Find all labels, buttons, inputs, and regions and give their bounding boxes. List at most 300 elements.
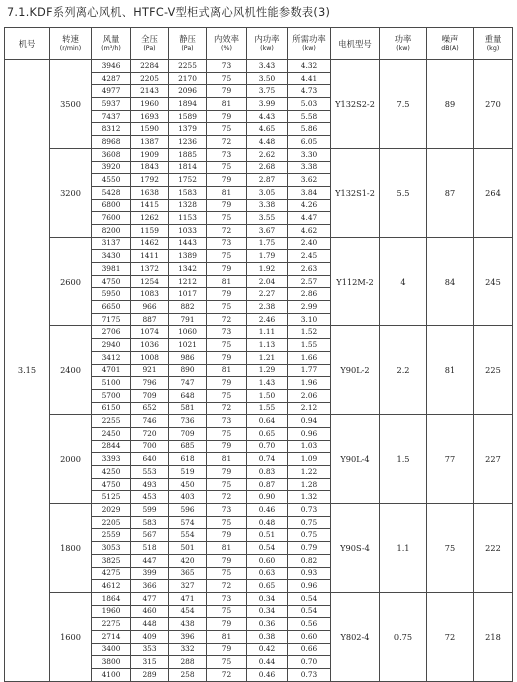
- airflow-cell: 2559: [92, 529, 131, 542]
- required-power-cell: 1.28: [288, 478, 331, 491]
- static-pressure-cell: 365: [169, 567, 207, 580]
- static-pressure-cell: 1212: [169, 275, 207, 288]
- required-power-cell: 2.06: [288, 389, 331, 402]
- col-machine-no-header: [5, 28, 50, 60]
- speed-cell: 1800: [50, 504, 92, 593]
- internal-power-cell: 3.43: [247, 60, 288, 73]
- airflow-cell: 2255: [92, 415, 131, 428]
- static-pressure-cell: 519: [169, 466, 207, 479]
- airflow-cell: 1960: [92, 605, 131, 618]
- internal-power-cell: 3.05: [247, 186, 288, 199]
- motor-model-cell: Y90S-4: [331, 504, 380, 593]
- static-pressure-cell: 1021: [169, 339, 207, 352]
- total-pressure-cell: 315: [131, 656, 169, 669]
- efficiency-cell: 72: [207, 669, 247, 682]
- static-pressure-cell: 1752: [169, 174, 207, 187]
- efficiency-cell: 72: [207, 313, 247, 326]
- total-pressure-cell: 709: [131, 389, 169, 402]
- weight-cell: 270: [474, 60, 513, 149]
- static-pressure-cell: 890: [169, 364, 207, 377]
- static-pressure-cell: 574: [169, 516, 207, 529]
- required-power-cell: 4.62: [288, 224, 331, 237]
- total-pressure-cell: 1411: [131, 250, 169, 263]
- static-pressure-cell: 2096: [169, 85, 207, 98]
- efficiency-cell: 75: [207, 301, 247, 314]
- efficiency-cell: 75: [207, 605, 247, 618]
- efficiency-cell: 81: [207, 453, 247, 466]
- internal-power-cell: 0.60: [247, 554, 288, 567]
- required-power-cell: 0.66: [288, 643, 331, 656]
- internal-power-cell: 0.65: [247, 427, 288, 440]
- required-power-cell: 3.38: [288, 161, 331, 174]
- internal-power-cell: 1.29: [247, 364, 288, 377]
- internal-power-cell: 0.46: [247, 504, 288, 517]
- col-internal-power-header: [247, 28, 288, 60]
- internal-power-cell: 0.46: [247, 669, 288, 682]
- total-pressure-cell: 2205: [131, 72, 169, 85]
- header-unit: (m³/h): [101, 45, 121, 52]
- static-pressure-cell: 685: [169, 440, 207, 453]
- internal-power-cell: 1.92: [247, 263, 288, 276]
- machine-no-cell: 3.15: [5, 60, 50, 682]
- airflow-cell: 2844: [92, 440, 131, 453]
- header-label: 机号: [18, 38, 36, 49]
- efficiency-cell: 75: [207, 72, 247, 85]
- efficiency-cell: 81: [207, 98, 247, 111]
- efficiency-cell: 79: [207, 110, 247, 123]
- noise-cell: 77: [427, 415, 474, 504]
- static-pressure-cell: 403: [169, 491, 207, 504]
- static-pressure-cell: 1328: [169, 199, 207, 212]
- total-pressure-cell: 1638: [131, 186, 169, 199]
- internal-power-cell: 3.99: [247, 98, 288, 111]
- required-power-cell: 5.58: [288, 110, 331, 123]
- efficiency-cell: 72: [207, 402, 247, 415]
- airflow-cell: 3053: [92, 542, 131, 555]
- total-pressure-cell: 1693: [131, 110, 169, 123]
- total-pressure-cell: 553: [131, 466, 169, 479]
- airflow-cell: 5428: [92, 186, 131, 199]
- static-pressure-cell: 327: [169, 580, 207, 593]
- internal-power-cell: 0.44: [247, 656, 288, 669]
- required-power-cell: 3.10: [288, 313, 331, 326]
- efficiency-cell: 73: [207, 148, 247, 161]
- header-row: [5, 28, 513, 60]
- motor-model-cell: Y132S2-2: [331, 60, 380, 149]
- required-power-cell: 2.63: [288, 263, 331, 276]
- header-unit: (kw): [302, 45, 316, 52]
- airflow-cell: 3430: [92, 250, 131, 263]
- weight-cell: 264: [474, 148, 513, 237]
- total-pressure-cell: 477: [131, 592, 169, 605]
- power-cell: 2.2: [380, 326, 427, 415]
- required-power-cell: 0.70: [288, 656, 331, 669]
- internal-power-cell: 2.04: [247, 275, 288, 288]
- static-pressure-cell: 454: [169, 605, 207, 618]
- airflow-cell: 7600: [92, 212, 131, 225]
- internal-power-cell: 0.74: [247, 453, 288, 466]
- header-unit: (Pa): [181, 45, 194, 52]
- weight-cell: 245: [474, 237, 513, 326]
- required-power-cell: 0.73: [288, 504, 331, 517]
- efficiency-cell: 79: [207, 174, 247, 187]
- efficiency-cell: 81: [207, 630, 247, 643]
- static-pressure-cell: 1236: [169, 136, 207, 149]
- speed-cell: 3200: [50, 148, 92, 237]
- required-power-cell: 0.79: [288, 542, 331, 555]
- internal-power-cell: 0.63: [247, 567, 288, 580]
- static-pressure-cell: 618: [169, 453, 207, 466]
- header-label: 风量: [102, 34, 120, 44]
- airflow-cell: 2706: [92, 326, 131, 339]
- static-pressure-cell: 2255: [169, 60, 207, 73]
- efficiency-cell: 75: [207, 250, 247, 263]
- power-cell: 5.5: [380, 148, 427, 237]
- static-pressure-cell: 258: [169, 669, 207, 682]
- required-power-cell: 0.73: [288, 669, 331, 682]
- required-power-cell: 1.77: [288, 364, 331, 377]
- total-pressure-cell: 1387: [131, 136, 169, 149]
- required-power-cell: 4.26: [288, 199, 331, 212]
- required-power-cell: 2.40: [288, 237, 331, 250]
- required-power-cell: 0.96: [288, 580, 331, 593]
- static-pressure-cell: 747: [169, 377, 207, 390]
- total-pressure-cell: 460: [131, 605, 169, 618]
- efficiency-cell: 72: [207, 491, 247, 504]
- total-pressure-cell: 796: [131, 377, 169, 390]
- airflow-cell: 2029: [92, 504, 131, 517]
- total-pressure-cell: 1254: [131, 275, 169, 288]
- col-airflow-header: [92, 28, 131, 60]
- required-power-cell: 3.62: [288, 174, 331, 187]
- total-pressure-cell: 447: [131, 554, 169, 567]
- header-label: 全压: [141, 34, 158, 44]
- airflow-cell: 4612: [92, 580, 131, 593]
- total-pressure-cell: 1909: [131, 148, 169, 161]
- efficiency-cell: 75: [207, 212, 247, 225]
- total-pressure-cell: 289: [131, 669, 169, 682]
- table-row: [5, 60, 513, 73]
- efficiency-cell: 73: [207, 60, 247, 73]
- header-label: 重量: [484, 34, 502, 44]
- static-pressure-cell: 986: [169, 351, 207, 364]
- total-pressure-cell: 1036: [131, 339, 169, 352]
- internal-power-cell: 0.34: [247, 605, 288, 618]
- static-pressure-cell: 450: [169, 478, 207, 491]
- efficiency-cell: 73: [207, 415, 247, 428]
- total-pressure-cell: 518: [131, 542, 169, 555]
- static-pressure-cell: 1389: [169, 250, 207, 263]
- header-unit: (kw): [260, 45, 274, 52]
- power-cell: 1.1: [380, 504, 427, 593]
- noise-cell: 81: [427, 326, 474, 415]
- total-pressure-cell: 448: [131, 618, 169, 631]
- airflow-cell: 3393: [92, 453, 131, 466]
- static-pressure-cell: 396: [169, 630, 207, 643]
- performance-table: [4, 27, 513, 682]
- internal-power-cell: 2.46: [247, 313, 288, 326]
- airflow-cell: 5125: [92, 491, 131, 504]
- static-pressure-cell: 736: [169, 415, 207, 428]
- airflow-cell: 3825: [92, 554, 131, 567]
- static-pressure-cell: 1814: [169, 161, 207, 174]
- speed-cell: 2000: [50, 415, 92, 504]
- required-power-cell: 1.32: [288, 491, 331, 504]
- total-pressure-cell: 493: [131, 478, 169, 491]
- internal-power-cell: 1.55: [247, 402, 288, 415]
- static-pressure-cell: 1443: [169, 237, 207, 250]
- internal-power-cell: 0.38: [247, 630, 288, 643]
- table-row: [5, 148, 513, 161]
- total-pressure-cell: 1415: [131, 199, 169, 212]
- internal-power-cell: 1.11: [247, 326, 288, 339]
- required-power-cell: 2.86: [288, 288, 331, 301]
- total-pressure-cell: 966: [131, 301, 169, 314]
- required-power-cell: 2.45: [288, 250, 331, 263]
- header-unit: (r/min): [59, 45, 82, 52]
- static-pressure-cell: 648: [169, 389, 207, 402]
- col-speed-header: [50, 28, 92, 60]
- total-pressure-cell: 1008: [131, 351, 169, 364]
- total-pressure-cell: 453: [131, 491, 169, 504]
- header-unit: (kw): [396, 45, 410, 52]
- static-pressure-cell: 791: [169, 313, 207, 326]
- internal-power-cell: 0.51: [247, 529, 288, 542]
- required-power-cell: 2.57: [288, 275, 331, 288]
- static-pressure-cell: 2170: [169, 72, 207, 85]
- efficiency-cell: 81: [207, 275, 247, 288]
- required-power-cell: 1.52: [288, 326, 331, 339]
- required-power-cell: 0.75: [288, 529, 331, 542]
- table-row: [5, 504, 513, 517]
- total-pressure-cell: 1462: [131, 237, 169, 250]
- total-pressure-cell: 366: [131, 580, 169, 593]
- efficiency-cell: 79: [207, 85, 247, 98]
- efficiency-cell: 79: [207, 618, 247, 631]
- weight-cell: 222: [474, 504, 513, 593]
- static-pressure-cell: 1583: [169, 186, 207, 199]
- airflow-cell: 4287: [92, 72, 131, 85]
- total-pressure-cell: 1159: [131, 224, 169, 237]
- power-cell: 0.75: [380, 592, 427, 681]
- total-pressure-cell: 1074: [131, 326, 169, 339]
- col-static-pressure-header: [169, 28, 207, 60]
- efficiency-cell: 79: [207, 263, 247, 276]
- required-power-cell: 0.60: [288, 630, 331, 643]
- header-unit: (Pa): [143, 45, 156, 52]
- noise-cell: 87: [427, 148, 474, 237]
- header-label: 所需功率: [292, 34, 326, 44]
- noise-cell: 72: [427, 592, 474, 681]
- noise-cell: 84: [427, 237, 474, 326]
- efficiency-cell: 73: [207, 504, 247, 517]
- motor-model-cell: Y90L-2: [331, 326, 380, 415]
- required-power-cell: 5.86: [288, 123, 331, 136]
- noise-cell: 89: [427, 60, 474, 149]
- total-pressure-cell: 2284: [131, 60, 169, 73]
- internal-power-cell: 0.70: [247, 440, 288, 453]
- airflow-cell: 5937: [92, 98, 131, 111]
- efficiency-cell: 79: [207, 466, 247, 479]
- required-power-cell: 0.54: [288, 605, 331, 618]
- internal-power-cell: 0.64: [247, 415, 288, 428]
- efficiency-cell: 81: [207, 542, 247, 555]
- airflow-cell: 4100: [92, 669, 131, 682]
- efficiency-cell: 79: [207, 529, 247, 542]
- efficiency-cell: 75: [207, 656, 247, 669]
- airflow-cell: 3608: [92, 148, 131, 161]
- col-internal-efficiency-header: [207, 28, 247, 60]
- airflow-cell: 4550: [92, 174, 131, 187]
- static-pressure-cell: 332: [169, 643, 207, 656]
- total-pressure-cell: 1792: [131, 174, 169, 187]
- efficiency-cell: 81: [207, 186, 247, 199]
- static-pressure-cell: 882: [169, 301, 207, 314]
- required-power-cell: 4.73: [288, 85, 331, 98]
- total-pressure-cell: 583: [131, 516, 169, 529]
- table-title: 7.1.KDF系列离心风机、HTFC-V型柜式离心风机性能参数表(3): [7, 6, 331, 19]
- efficiency-cell: 75: [207, 478, 247, 491]
- efficiency-cell: 72: [207, 224, 247, 237]
- required-power-cell: 0.82: [288, 554, 331, 567]
- table-header: [5, 28, 513, 60]
- weight-cell: 218: [474, 592, 513, 681]
- efficiency-cell: 72: [207, 136, 247, 149]
- airflow-cell: 3400: [92, 643, 131, 656]
- required-power-cell: 6.05: [288, 136, 331, 149]
- table-row: [5, 326, 513, 339]
- internal-power-cell: 1.79: [247, 250, 288, 263]
- static-pressure-cell: 1342: [169, 263, 207, 276]
- required-power-cell: 4.32: [288, 60, 331, 73]
- required-power-cell: 1.66: [288, 351, 331, 364]
- internal-power-cell: 3.67: [247, 224, 288, 237]
- required-power-cell: 5.03: [288, 98, 331, 111]
- airflow-cell: 3137: [92, 237, 131, 250]
- power-cell: 4: [380, 237, 427, 326]
- static-pressure-cell: 288: [169, 656, 207, 669]
- total-pressure-cell: 1843: [131, 161, 169, 174]
- static-pressure-cell: 709: [169, 427, 207, 440]
- static-pressure-cell: 1033: [169, 224, 207, 237]
- internal-power-cell: 3.50: [247, 72, 288, 85]
- required-power-cell: 1.22: [288, 466, 331, 479]
- total-pressure-cell: 567: [131, 529, 169, 542]
- total-pressure-cell: 640: [131, 453, 169, 466]
- internal-power-cell: 1.50: [247, 389, 288, 402]
- internal-power-cell: 0.83: [247, 466, 288, 479]
- speed-cell: 3500: [50, 60, 92, 149]
- header-label: 内功率: [254, 34, 280, 44]
- internal-power-cell: 2.38: [247, 301, 288, 314]
- internal-power-cell: 2.68: [247, 161, 288, 174]
- airflow-cell: 4977: [92, 85, 131, 98]
- required-power-cell: 0.75: [288, 516, 331, 529]
- airflow-cell: 8968: [92, 136, 131, 149]
- internal-power-cell: 0.34: [247, 592, 288, 605]
- noise-cell: 75: [427, 504, 474, 593]
- total-pressure-cell: 1083: [131, 288, 169, 301]
- airflow-cell: 7175: [92, 313, 131, 326]
- static-pressure-cell: 1153: [169, 212, 207, 225]
- airflow-cell: 2450: [92, 427, 131, 440]
- col-required-power-header: [288, 28, 331, 60]
- required-power-cell: 1.96: [288, 377, 331, 390]
- required-power-cell: 0.93: [288, 567, 331, 580]
- airflow-cell: 8200: [92, 224, 131, 237]
- table-row: [5, 415, 513, 428]
- internal-power-cell: 0.54: [247, 542, 288, 555]
- speed-cell: 2600: [50, 237, 92, 326]
- efficiency-cell: 79: [207, 554, 247, 567]
- internal-power-cell: 4.48: [247, 136, 288, 149]
- static-pressure-cell: 1894: [169, 98, 207, 111]
- motor-model-cell: Y132S1-2: [331, 148, 380, 237]
- internal-power-cell: 4.65: [247, 123, 288, 136]
- static-pressure-cell: 554: [169, 529, 207, 542]
- airflow-cell: 2205: [92, 516, 131, 529]
- required-power-cell: 0.94: [288, 415, 331, 428]
- total-pressure-cell: 1960: [131, 98, 169, 111]
- power-cell: 7.5: [380, 60, 427, 149]
- table-row: [5, 592, 513, 605]
- required-power-cell: 1.55: [288, 339, 331, 352]
- internal-power-cell: 3.55: [247, 212, 288, 225]
- required-power-cell: 3.84: [288, 186, 331, 199]
- col-weight-header: [474, 28, 513, 60]
- internal-power-cell: 1.43: [247, 377, 288, 390]
- total-pressure-cell: 399: [131, 567, 169, 580]
- airflow-cell: 7437: [92, 110, 131, 123]
- internal-power-cell: 1.21: [247, 351, 288, 364]
- efficiency-cell: 79: [207, 199, 247, 212]
- total-pressure-cell: 652: [131, 402, 169, 415]
- efficiency-cell: 75: [207, 389, 247, 402]
- efficiency-cell: 79: [207, 440, 247, 453]
- static-pressure-cell: 438: [169, 618, 207, 631]
- efficiency-cell: 75: [207, 516, 247, 529]
- airflow-cell: 5700: [92, 389, 131, 402]
- internal-power-cell: 3.75: [247, 85, 288, 98]
- header-label: 电机型号: [338, 38, 372, 49]
- static-pressure-cell: 1379: [169, 123, 207, 136]
- efficiency-cell: 72: [207, 580, 247, 593]
- efficiency-cell: 81: [207, 364, 247, 377]
- airflow-cell: 3920: [92, 161, 131, 174]
- power-cell: 1.5: [380, 415, 427, 504]
- internal-power-cell: 3.38: [247, 199, 288, 212]
- total-pressure-cell: 746: [131, 415, 169, 428]
- motor-model-cell: Y802-4: [331, 592, 380, 681]
- efficiency-cell: 79: [207, 288, 247, 301]
- airflow-cell: 4701: [92, 364, 131, 377]
- required-power-cell: 1.03: [288, 440, 331, 453]
- header-unit: dB(A): [441, 45, 459, 52]
- airflow-cell: 2940: [92, 339, 131, 352]
- airflow-cell: 5100: [92, 377, 131, 390]
- airflow-cell: 4750: [92, 275, 131, 288]
- required-power-cell: 4.41: [288, 72, 331, 85]
- total-pressure-cell: 720: [131, 427, 169, 440]
- efficiency-cell: 73: [207, 237, 247, 250]
- total-pressure-cell: 409: [131, 630, 169, 643]
- total-pressure-cell: 1372: [131, 263, 169, 276]
- internal-power-cell: 2.27: [247, 288, 288, 301]
- airflow-cell: 4275: [92, 567, 131, 580]
- static-pressure-cell: 420: [169, 554, 207, 567]
- airflow-cell: 4250: [92, 466, 131, 479]
- speed-cell: 1600: [50, 592, 92, 681]
